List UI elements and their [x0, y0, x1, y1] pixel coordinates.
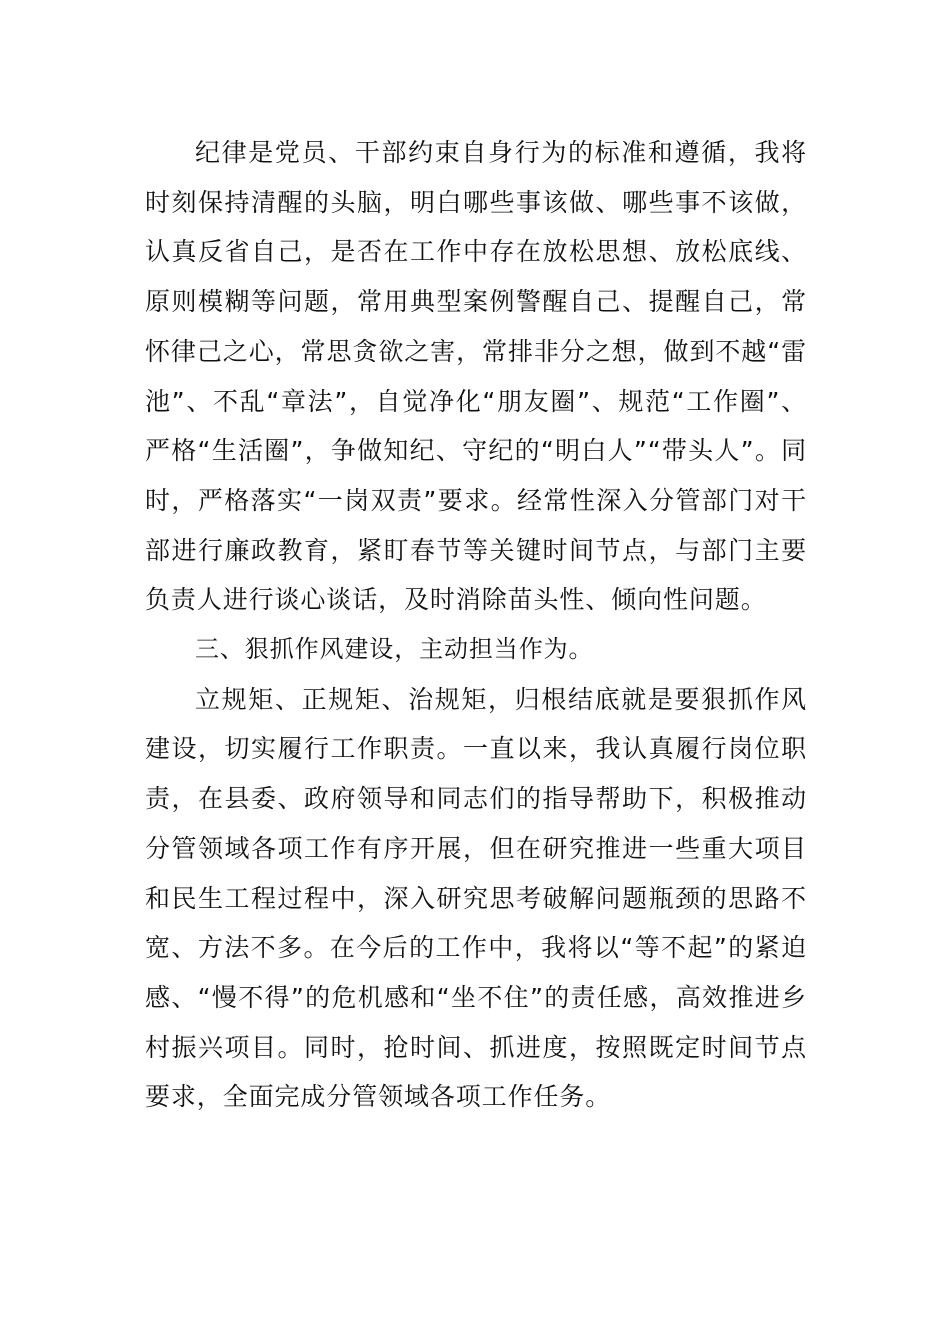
document-page [145, 128, 807, 1122]
paragraph-discipline: 纪律是党员、干部约束自身行为的标准和遵循，我将时刻保持清醒的头脑，明白哪些事该做、哪些事不该做，认真反省自己，是否在工作中存在放松思想、放松底线、原则模糊等问题，常用典型案例警醒自己、提醒自己，常怀律己之心，常思贪欲之害，常排非分之想，做到不越“雷池”、不乱“章法”，自觉净化“朋友圈”、规范“工作圈”、严格“生活圈”，争做知纪、守纪的“明白人”“带头人”。同时，严格落实“一岗双责”要求。经常性深入分管部门对干部进行廉政教育，紧盯春节等关键时间节点，与部门主要负责人进行谈心谈话，及时消除苗头性、倾向性问题。 [145, 138, 807, 615]
paragraph-work-style: 立规矩、正规矩、治规矩，归根结底就是要狠抓作风建设，切实履行工作职责。一直以来，我认真履行岗位职责，在县委、政府领导和同志们的指导帮助下，积极推动分管领域各项工作有序开展，但在研究推进一些重大项目和民生工程过程中，深入研究思考破解问题瓶颈的思路不宽、方法不多。在今后的工作中，我将以“等不起”的紧迫感、“慢不得”的危机感和“坐不住”的责任感，高效推进乡村振兴项目。同时，抢时间、抓进度，按照既定时间节点要求，全面完成分管领域各项工作任务。 [145, 684, 807, 1112]
section-heading-work-style: 三、狠抓作风建设，主动担当作为。 [195, 635, 594, 664]
